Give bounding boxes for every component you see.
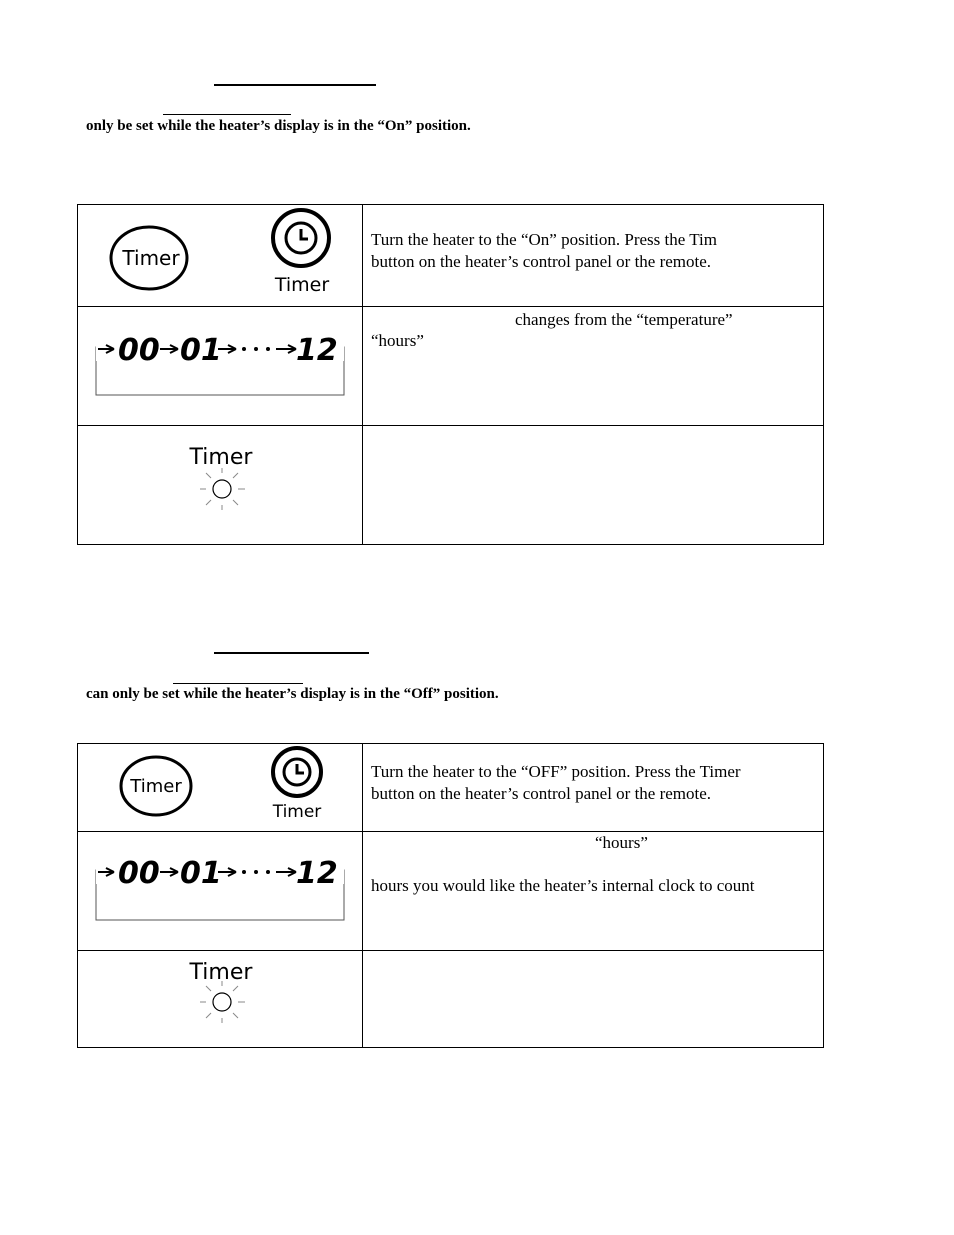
section1-heading-underline: [214, 84, 376, 86]
lcd-digits-next: 01: [180, 333, 222, 368]
lcd-digits-start: 00: [118, 333, 160, 368]
lcd-digits-start: 00: [118, 856, 160, 891]
table-row: [78, 951, 824, 1048]
step-text-line: Turn the heater to the “On” position. Press the Tim: [371, 230, 717, 249]
lcd-display-sequence-icon: [78, 832, 362, 950]
lcd-digits-next: 01: [180, 856, 222, 891]
step-text-line: button on the heater’s control panel or the remote.: [371, 252, 712, 271]
section1-subheading-underline: [163, 114, 291, 115]
step-text-line: changes from the “temperature”: [515, 310, 733, 329]
step-image-cell: [78, 832, 363, 951]
section1-note: only be set while the heater’s display is in the “On” position.: [86, 118, 471, 134]
step-text-cell: [363, 744, 824, 832]
step-text-cell: [363, 951, 824, 1048]
section2-subheading-underline: [173, 683, 303, 684]
lcd-display-sequence-icon: [78, 307, 362, 425]
section2-heading-underline: [214, 652, 369, 654]
indicator-label: Timer: [189, 445, 253, 470]
table-row: [78, 205, 824, 307]
clock-icon: [78, 205, 362, 306]
table-row: [78, 832, 824, 951]
timer-indicator-light-icon: [78, 951, 362, 1047]
step-image-cell: [78, 951, 363, 1048]
timer-button-label: Timer: [130, 776, 182, 797]
lcd-digits-end: 12: [296, 856, 338, 891]
clock-icon-label: Timer: [274, 274, 330, 296]
clock-icon: [78, 744, 362, 831]
step-image-cell: [78, 205, 363, 307]
step-image-cell: [78, 307, 363, 426]
table-row: [78, 307, 824, 426]
step-image-cell: [78, 426, 363, 545]
step-text-cell: [363, 307, 824, 426]
step-image-cell: [78, 744, 363, 832]
section1-steps-table: [77, 204, 824, 545]
step-text-line: “hours”: [371, 331, 424, 350]
step-text-cell: [363, 832, 824, 951]
clock-icon-label: Timer: [272, 802, 322, 822]
step-text-cell: [363, 426, 824, 545]
table-row: [78, 744, 824, 832]
section2-steps-table: [77, 743, 824, 1048]
table-row: [78, 426, 824, 545]
step-text-line: “hours”: [595, 833, 648, 852]
step-text-line: Turn the heater to the “OFF” position. Press the Timer: [371, 762, 741, 781]
timer-indicator-light-icon: [78, 426, 362, 544]
section2-note: can only be set while the heater’s display is in the “Off” position.: [86, 686, 499, 702]
step-text-cell: [363, 205, 824, 307]
timer-button-label: Timer: [122, 246, 180, 270]
step-text-line: button on the heater’s control panel or the remote.: [371, 784, 712, 803]
step-text-line: hours you would like the heater’s internal clock to count: [371, 876, 755, 895]
lcd-digits-end: 12: [296, 333, 338, 368]
indicator-label: Timer: [189, 960, 253, 985]
